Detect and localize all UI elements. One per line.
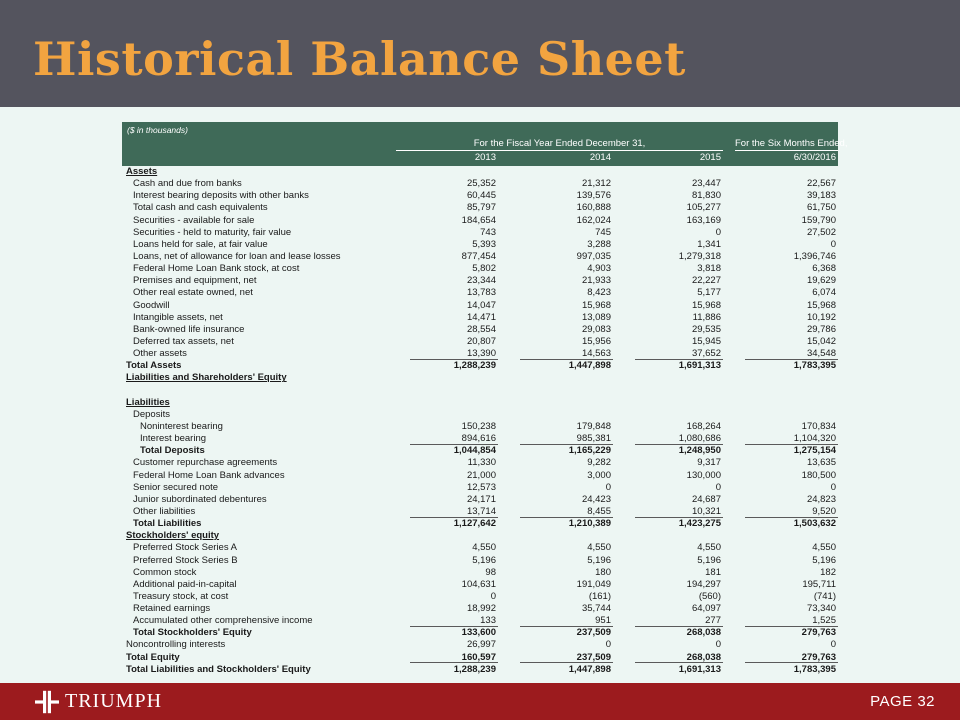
row-value: 0 [490,590,496,602]
row-value: 10,192 [806,311,836,323]
row-label: Securities - held to maturity, fair value [133,226,292,238]
row-value: 11,330 [467,457,496,469]
row-label: Total Deposits [140,445,205,457]
table-row [122,324,838,336]
row-label: Federal Home Loan Bank stock, at cost [133,263,300,275]
row-value: 64,097 [691,603,721,615]
row-value: 1,447,898 [568,663,611,675]
table-row [122,542,838,554]
row-value: 1,127,642 [453,518,496,530]
table-row [122,530,838,542]
row-value: 1,279,318 [678,250,721,262]
row-value [613,372,723,384]
row-value: 22,567 [806,178,836,190]
row-label: Other assets [133,348,187,360]
row-value: 61,750 [806,202,836,214]
row-value: 24,823 [806,493,836,505]
row-label: Interest bearing deposits with other banks [133,190,309,202]
row-value: 26,997 [466,639,496,651]
table-row [122,166,838,178]
table-row [122,360,838,372]
row-value: 279,763 [723,652,838,664]
row-value: 5,196 [812,554,836,566]
row-value: 85,797 [466,202,496,214]
row-value: 8,423 [587,287,611,299]
row-value: 1,210,389 [568,518,611,530]
row-label: Bank-owned life insurance [133,323,245,335]
row-value: 14,471 [466,311,496,323]
table-row [122,482,838,494]
row-value: 13,089 [581,311,611,323]
row-value: 0 [715,639,721,651]
row-value: 4,550 [812,542,836,554]
row-value: 14,047 [466,299,496,311]
row-value: 163,169 [686,214,721,226]
row-value: 4,550 [697,542,721,554]
column-header-row [122,151,838,165]
row-value: 28,554 [466,323,496,335]
row-value: 160,597 [388,652,498,664]
table-row [122,385,838,397]
table-row [122,178,838,190]
row-value: 745 [595,226,611,238]
row-value: 3,000 [587,469,611,481]
row-label: Liabilities [126,396,170,408]
row-value: 4,903 [587,263,611,275]
table-row [122,202,838,214]
row-label: Total cash and cash equivalents [133,202,268,214]
row-value: 1,165,229 [568,445,611,457]
title-band [0,0,960,107]
row-value: 60,445 [466,190,496,202]
table-row [122,433,838,445]
row-value: 1,691,313 [678,360,721,372]
row-value: 268,038 [686,627,721,639]
row-value: 985,381 [498,433,613,445]
row-label: Common stock [133,566,197,578]
row-value: 4,550 [587,542,611,554]
row-value: 181 [705,566,721,578]
row-value: 9,520 [723,506,838,518]
row-label: Other real estate owned, net [133,287,253,299]
row-label: Loans, net of allowance for loan and lease losses [133,250,341,262]
row-value: 15,968 [581,299,611,311]
row-value [613,397,723,409]
row-value [723,166,838,178]
row-value: 34,548 [723,348,838,360]
row-value: 1,423,275 [678,518,721,530]
row-label: Preferred Stock Series B [133,554,238,566]
row-value [613,409,723,421]
row-value: 15,956 [581,335,611,347]
row-value [723,385,838,397]
row-value: 1,044,854 [453,445,496,457]
row-value: 22,227 [691,275,721,287]
row-value: 0 [830,238,836,250]
row-value: 877,454 [461,250,496,262]
row-label: Liabilities and Shareholders' Equity [126,372,287,384]
table-row [122,190,838,202]
row-value: 25,352 [466,178,496,190]
row-value [498,166,613,178]
row-value: 5,196 [697,554,721,566]
row-value: 6,368 [812,263,836,275]
page-number: PAGE 32 [870,693,935,710]
row-value: 11,886 [692,311,721,323]
table-row [122,215,838,227]
row-label: Securities - available for sale [133,214,255,226]
row-value: 1,396,746 [793,250,836,262]
row-value: 1,248,950 [678,445,721,457]
table-row [122,518,838,530]
row-value [388,166,498,178]
row-value: 277 [613,615,723,627]
table-row [122,300,838,312]
row-label: Retained earnings [133,603,211,615]
row-value: 194,297 [686,578,721,590]
row-value: 24,687 [691,493,721,505]
row-value: 1,275,154 [793,445,836,457]
row-value [388,372,498,384]
row-value: 81,830 [691,190,721,202]
table-row [122,627,838,639]
row-value: 19,629 [806,275,836,287]
row-value: 27,502 [806,226,836,238]
row-value: 13,714 [388,506,498,518]
table-row [122,397,838,409]
row-value: 5,177 [697,287,721,299]
row-label: Noncontrolling interests [126,639,226,651]
row-value: 104,631 [461,578,496,590]
table-row [122,251,838,263]
row-value [498,397,613,409]
table-row [122,239,838,251]
table-row [122,409,838,421]
column-header: 6/30/2016 [793,152,836,163]
row-value [388,385,498,397]
row-value [613,385,723,397]
brand-name: TRIUMPH [65,690,163,712]
row-value [388,530,498,542]
row-value: 139,576 [576,190,611,202]
row-value: (161) [588,590,611,602]
row-value: 191,049 [576,578,611,590]
row-label: Cash and due from banks [133,178,242,190]
row-value: 1,288,239 [453,663,496,675]
table-row [122,591,838,603]
row-value: 1,503,632 [793,518,836,530]
row-value: 5,196 [472,554,496,566]
table-row [122,664,838,676]
row-value: 73,340 [806,603,836,615]
row-value: 3,818 [697,263,721,275]
footer-bar [0,683,960,720]
table-row [122,421,838,433]
row-value: 24,423 [581,493,611,505]
fiscal-year-group-header: For the Fiscal Year Ended December 31, [396,137,723,151]
row-value: 6,074 [812,287,836,299]
row-value: 133,600 [461,627,496,639]
table-row [122,579,838,591]
row-label: Other liabilities [133,505,196,517]
row-value: 37,652 [613,348,723,360]
row-label: Customer repurchase agreements [133,457,278,469]
row-value: 0 [715,481,721,493]
column-header-spacer [122,151,388,165]
row-value [723,397,838,409]
row-label: Assets [126,166,158,177]
row-label: Treasury stock, at cost [133,590,229,602]
page-title: Historical Balance Sheet [33,32,686,86]
row-value: 12,573 [466,481,496,493]
row-value: 1,288,239 [453,360,496,372]
row-value: 1,341 [697,238,721,250]
row-value: 21,933 [581,275,611,287]
group-header-row [122,137,848,151]
table-row [122,470,838,482]
row-value: 168,264 [686,420,721,432]
row-value: 150,238 [461,420,496,432]
row-value: 39,183 [806,190,836,202]
row-value: 15,042 [806,335,836,347]
row-value: 5,802 [472,263,496,275]
row-value: 23,447 [691,178,721,190]
row-value [613,166,723,178]
row-value: 182 [820,566,836,578]
table-row [122,336,838,348]
table-row [122,372,838,384]
table-row [122,227,838,239]
row-value: 160,888 [576,202,611,214]
row-value: 24,171 [466,493,496,505]
row-value: (560) [698,590,721,602]
table-row [122,555,838,567]
row-label: Loans held for sale, at fair value [133,238,268,250]
row-label: Deposits [133,408,170,420]
row-value: 98 [485,566,496,578]
row-value: 743 [480,226,496,238]
row-value: 1,080,686 [613,433,723,445]
row-value [723,372,838,384]
row-label: Interest bearing [140,433,207,445]
row-value [388,409,498,421]
row-value: 3,288 [587,238,611,250]
row-value: 170,834 [801,420,836,432]
row-value: 279,763 [801,627,836,639]
row-label: Total Stockholders' Equity [133,627,252,639]
row-value: 20,807 [466,335,496,347]
row-label: Accumulated other comprehensive income [133,615,313,627]
row-value: 133 [388,615,498,627]
row-value: 0 [715,226,721,238]
row-label: Senior secured note [133,481,219,493]
row-value: 13,390 [388,348,498,360]
row-label: Total Assets [126,360,182,372]
table-row [122,263,838,275]
row-label: Total Liabilities and Stockholders' Equity [126,663,311,675]
row-label: Total Equity [126,651,180,663]
table-row [122,615,838,627]
brand [35,690,162,714]
row-value [498,372,613,384]
row-value [498,409,613,421]
table-row [122,312,838,324]
row-value: 0 [830,481,836,493]
row-value: 0 [830,639,836,651]
row-value: 184,654 [461,214,496,226]
row-value: 0 [605,481,611,493]
row-value [723,530,838,542]
row-value: 180,500 [801,469,836,481]
table-row [122,275,838,287]
row-value: 15,945 [691,335,721,347]
row-value: 997,035 [576,250,611,262]
row-label: Total Liabilities [133,518,202,530]
table-row [122,639,838,651]
table-row [122,506,838,518]
triumph-cross-icon [35,690,59,714]
group-header-spacer [122,137,388,151]
row-label: Noninterest bearing [140,420,223,432]
row-value [613,530,723,542]
row-value: 21,000 [466,469,496,481]
row-value: 29,083 [581,323,611,335]
row-value: 13,783 [466,287,496,299]
row-value: 268,038 [613,652,723,664]
six-months-group-header: For the Six Months Ended, [735,138,848,149]
row-value: 9,282 [587,457,611,469]
table-row [122,603,838,615]
row-value: 1,783,395 [793,663,836,675]
row-value [388,397,498,409]
row-value [498,385,613,397]
table-row [122,652,838,664]
row-label: Deferred tax assets, net [133,335,234,347]
row-value: 237,509 [576,627,611,639]
row-value: 162,024 [576,214,611,226]
row-label: Additional paid-in-capital [133,578,237,590]
row-value: 1,691,313 [678,663,721,675]
row-value: 18,992 [466,603,496,615]
row-value: 1,525 [723,615,838,627]
row-value: 10,321 [613,506,723,518]
column-header: 2014 [589,152,611,163]
row-value: 1,783,395 [793,360,836,372]
table-row [122,494,838,506]
row-value: 179,848 [576,420,611,432]
row-label: Preferred Stock Series A [133,542,238,554]
row-value: 237,509 [498,652,613,664]
row-value: 21,312 [581,178,611,190]
row-value: 13,635 [806,457,836,469]
table-row [122,287,838,299]
balance-sheet-table [122,122,848,676]
row-value: 5,393 [472,238,496,250]
row-value: 23,344 [466,275,496,287]
row-value: (741) [813,590,836,602]
column-header: 2013 [474,152,496,163]
row-value [498,530,613,542]
row-label: Intangible assets, net [133,311,223,323]
table-header [122,122,848,166]
row-value: 9,317 [697,457,721,469]
row-value: 8,455 [498,506,613,518]
row-label: Stockholders' equity [126,530,220,542]
row-value: 0 [605,639,611,651]
row-value: 14,563 [498,348,613,360]
row-value: 29,786 [806,323,836,335]
table-row [122,445,838,457]
table-body [122,166,838,676]
row-label: Federal Home Loan Bank advances [133,469,285,481]
row-value: 35,744 [581,603,611,615]
row-value: 1,104,320 [723,433,838,445]
table-row [122,457,838,469]
table-row [122,567,838,579]
row-value: 5,196 [587,554,611,566]
row-value: 894,616 [388,433,498,445]
row-value: 4,550 [472,542,496,554]
row-value: 105,277 [686,202,721,214]
row-value: 29,535 [691,323,721,335]
row-value: 195,711 [802,578,836,590]
row-value: 15,968 [806,299,836,311]
row-value: 159,790 [801,214,836,226]
row-label: Premises and equipment, net [133,275,257,287]
row-value: 180 [595,566,611,578]
units-note: ($ in thousands) [127,125,188,135]
row-label: Goodwill [133,299,170,311]
row-value: 130,000 [686,469,721,481]
row-value: 15,968 [691,299,721,311]
row-label: Junior subordinated debentures [133,493,267,505]
row-value [723,409,838,421]
column-header: 2015 [699,152,721,163]
table-row [122,348,838,360]
row-value: 1,447,898 [568,360,611,372]
row-value: 951 [498,615,613,627]
row-label [122,385,388,397]
